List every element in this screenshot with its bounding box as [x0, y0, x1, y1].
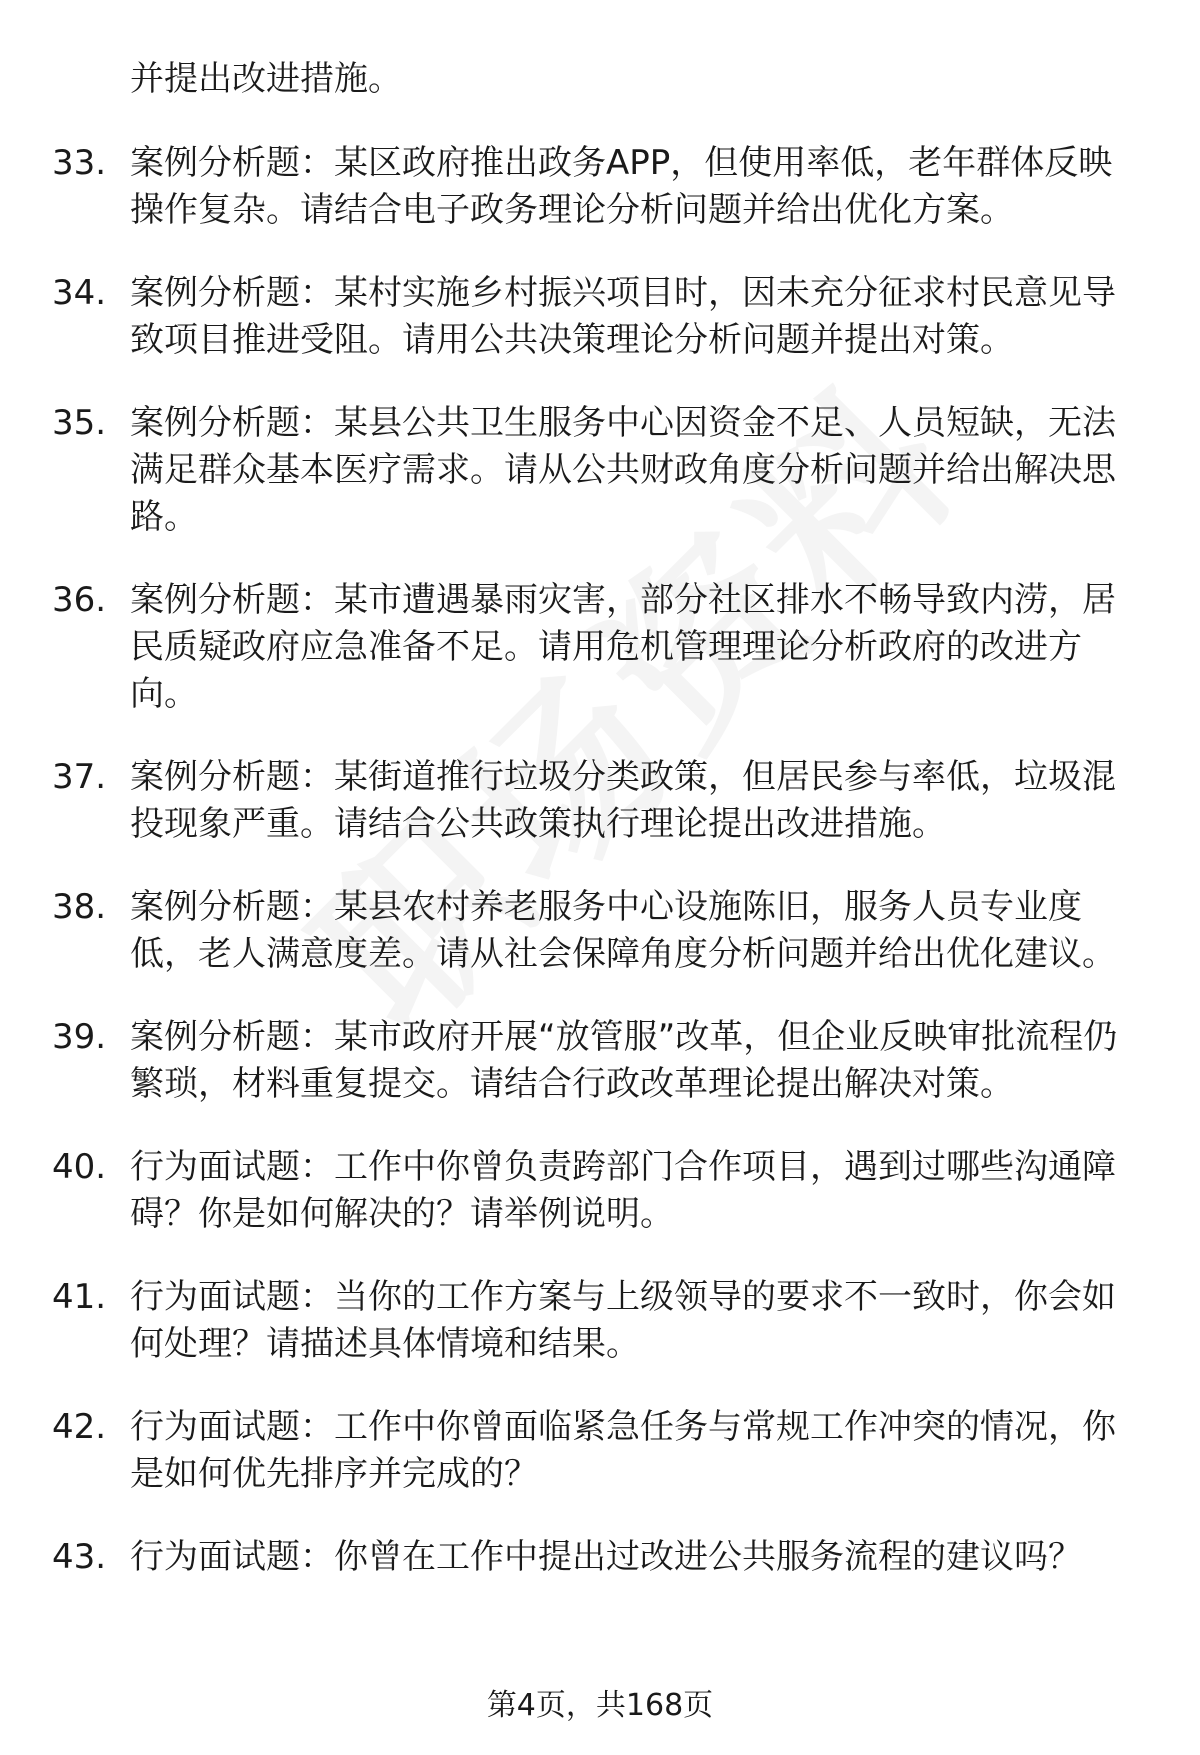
question-item — [0, 577, 1200, 718]
question-number: 34. — [52, 273, 107, 313]
question-number: 33. — [52, 143, 107, 183]
question-text: 案例分析题：某村实施乡村振兴项目时，因未充分征求村民意见导致项目推进受阻。请用公共决策理论分析问题并提出对策。 — [130, 273, 1116, 360]
question-item — [0, 1274, 1200, 1368]
question-item — [0, 400, 1200, 541]
question-number: 43. — [52, 1537, 107, 1577]
question-item — [0, 270, 1200, 364]
question-text: 行为面试题：当你的工作方案与上级领导的要求不一致时，你会如何处理？请描述具体情境和结果。 — [130, 1277, 1116, 1364]
question-item — [0, 1404, 1200, 1498]
page-footer: 第4页，共168页 — [486, 1688, 714, 1723]
question-item — [0, 140, 1200, 234]
question-number: 40. — [52, 1147, 107, 1187]
question-number: 38. — [52, 887, 107, 927]
question-text: 案例分析题：某县公共卫生服务中心因资金不足、人员短缺，无法满足群众基本医疗需求。请从公共财政角度分析问题并给出解决思路。 — [130, 403, 1116, 537]
question-item — [0, 754, 1200, 848]
continuation-text: 并提出改进措施。 — [130, 59, 402, 99]
question-number: 36. — [52, 580, 107, 620]
question-number: 39. — [52, 1017, 107, 1057]
question-text: 案例分析题：某市遭遇暴雨灾害，部分社区排水不畅导致内涝，居民质疑政府应急准备不足。请用危机管理理论分析政府的改进方向。 — [130, 580, 1116, 714]
question-number: 42. — [52, 1407, 107, 1447]
question-text: 案例分析题：某街道推行垃圾分类政策，但居民参与率低，垃圾混投现象严重。请结合公共政策执行理论提出改进措施。 — [130, 757, 1116, 844]
question-list — [0, 140, 1200, 1617]
question-item — [0, 1144, 1200, 1238]
question-text: 案例分析题：某县农村养老服务中心设施陈旧，服务人员专业度低，老人满意度差。请从社会保障角度分析问题并给出优化建议。 — [130, 887, 1116, 974]
question-item — [0, 1014, 1200, 1108]
question-number: 41. — [52, 1277, 107, 1317]
question-text: 案例分析题：某区政府推出政务APP，但使用率低，老年群体反映操作复杂。请结合电子政务理论分析问题并给出优化方案。 — [130, 143, 1113, 230]
question-item — [0, 1534, 1200, 1581]
question-number: 37. — [52, 757, 107, 797]
question-item — [0, 884, 1200, 978]
question-text: 行为面试题：你曾在工作中提出过改进公共服务流程的建议吗？ — [130, 1537, 1082, 1577]
question-text: 行为面试题：工作中你曾面临紧急任务与常规工作冲突的情况，你是如何优先排序并完成的？ — [130, 1407, 1116, 1494]
question-number: 35. — [52, 403, 107, 443]
question-text: 案例分析题：某市政府开展“放管服”改革，但企业反映审批流程仍繁琐，材料重复提交。请结合行政改革理论提出解决对策。 — [130, 1017, 1118, 1104]
question-text: 行为面试题：工作中你曾负责跨部门合作项目，遇到过哪些沟通障碍？你是如何解决的？请举例说明。 — [130, 1147, 1116, 1234]
